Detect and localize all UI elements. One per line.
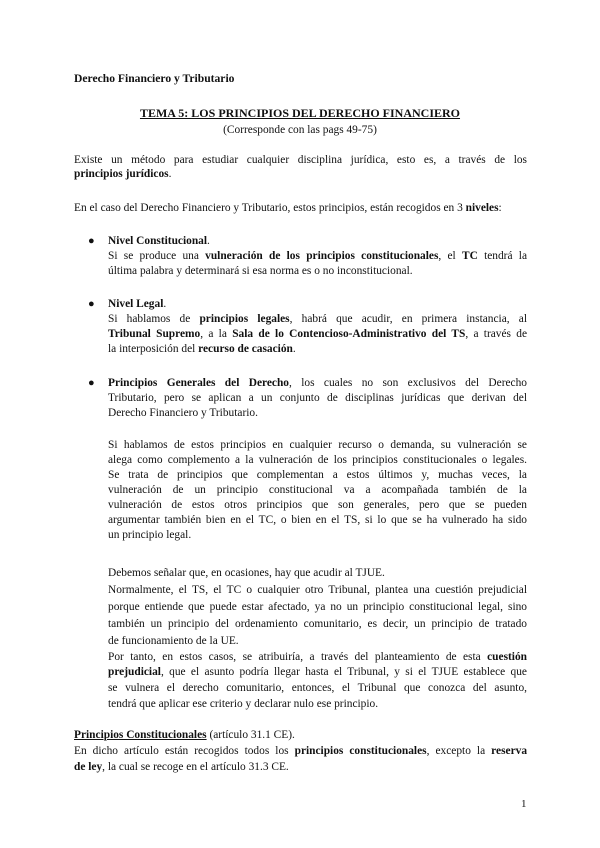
section-heading: Principios Constitucionales (artículo 31.1 CE). (74, 729, 295, 741)
bullet-icon: ● (88, 298, 95, 310)
course-title: Derecho Financiero y Tributario (74, 72, 235, 85)
generales-para2-line: alega como complemento a la vulneración de los principios constitucionales o legales. (108, 454, 527, 466)
bullet-icon: ● (88, 377, 95, 389)
level-generales-line-2: Tributario, pero se aplican a un conjunto de disciplinas jurídicas que derivan del (108, 392, 527, 404)
generales-para3-line: Debemos señalar que, en ocasiones, hay que acudir al TJUE. (108, 567, 385, 579)
level-legal-line-2: Tribunal Supremo, a la Sala de lo Contencioso-Administrativo del TS, a través de (108, 328, 528, 340)
level-legal-heading: Nivel Legal. (108, 298, 167, 310)
generales-para4-line-4: tendrá que aplicar ese criterio y declarar nulo ese principio. (108, 698, 379, 710)
level-constitucional-heading: Nivel Constitucional. (108, 235, 210, 247)
generales-para3-line: porque entiende que puede estar afectado, ya no un principio constitucional legal, sino (108, 601, 527, 613)
section-line-2: de ley, la cual se recoge en el artículo 31.3 CE. (74, 761, 289, 773)
generales-para2-line: argumentar también bien en el TC, o bien en el TS, si lo que se ha vulnerado ha sido (108, 514, 527, 526)
generales-para2-line: vulneración de estos otros principios que son generales, pero que se pueden (108, 499, 527, 511)
generales-para2-line: un principio legal. (108, 529, 192, 541)
generales-para2-line: vulneración de un principio constitucional va a acompañada también de la (108, 484, 527, 496)
generales-para3-line: de funcionamiento de la UE. (108, 635, 239, 647)
generales-para4-line-3: se vulnera el derecho comunitario, entonces, el Tribunal que conozca del asunto, (108, 682, 527, 694)
bullet-icon: ● (88, 235, 95, 247)
intro-levels: En el caso del Derecho Financiero y Tributario, estos principios, están recogidos en 3 niveles: (74, 202, 502, 214)
generales-para3-line: también un principio del ordenamiento comunitario, es decir, un principio de tratado (108, 618, 527, 630)
level-generales-line-3: Derecho Financiero y Tributario. (108, 407, 258, 419)
level-constitucional-line-1: Si se produce una vulneración de los principios constitucionales, el TC tendrá la (108, 250, 528, 262)
generales-para2-line: Se trata de principios que complementan a estos últimos y, muchas veces, la (108, 469, 527, 481)
level-legal-line-3: la interposición del recurso de casación. (108, 343, 296, 355)
intro-line-2: principios jurídicos. (74, 168, 172, 180)
generales-para4-line-1: Por tanto, en estos casos, se atribuiría, a través del planteamiento de esta cuestión (108, 651, 527, 663)
intro-line-1: Existe un método para estudiar cualquier disciplina jurídica, esto es, a través de los (74, 154, 527, 166)
section-line-1: En dicho artículo están recogidos todos los principios constitucionales, excepto la reserva (74, 745, 528, 757)
page-number: 1 (521, 798, 527, 810)
generales-para3-line: Normalmente, el TS, el TC o cualquier otro Tribunal, plantea una cuestión prejudicial (108, 584, 527, 596)
page-title: TEMA 5: LOS PRINCIPIOS DEL DERECHO FINANCIERO (139, 106, 461, 120)
level-generales-line-1: Principios Generales del Derecho, los cuales no son exclusivos del Derecho (108, 377, 527, 389)
generales-para2-line: Si hablamos de estos principios en cualquier recurso o demanda, su vulneración se (108, 439, 527, 451)
generales-para4-line-2: prejudicial, que el asunto podría llegar hasta el Tribunal, y si el TJUE establece que (108, 666, 527, 678)
level-constitucional-line-2: última palabra y determinará si esa norma es o no inconstitucional. (108, 265, 413, 277)
level-legal-line-1: Si hablamos de principios legales, habrá que acudir, en primera instancia, al (108, 313, 527, 325)
page-subtitle: (Corresponde con las pags 49-75) (223, 124, 377, 136)
